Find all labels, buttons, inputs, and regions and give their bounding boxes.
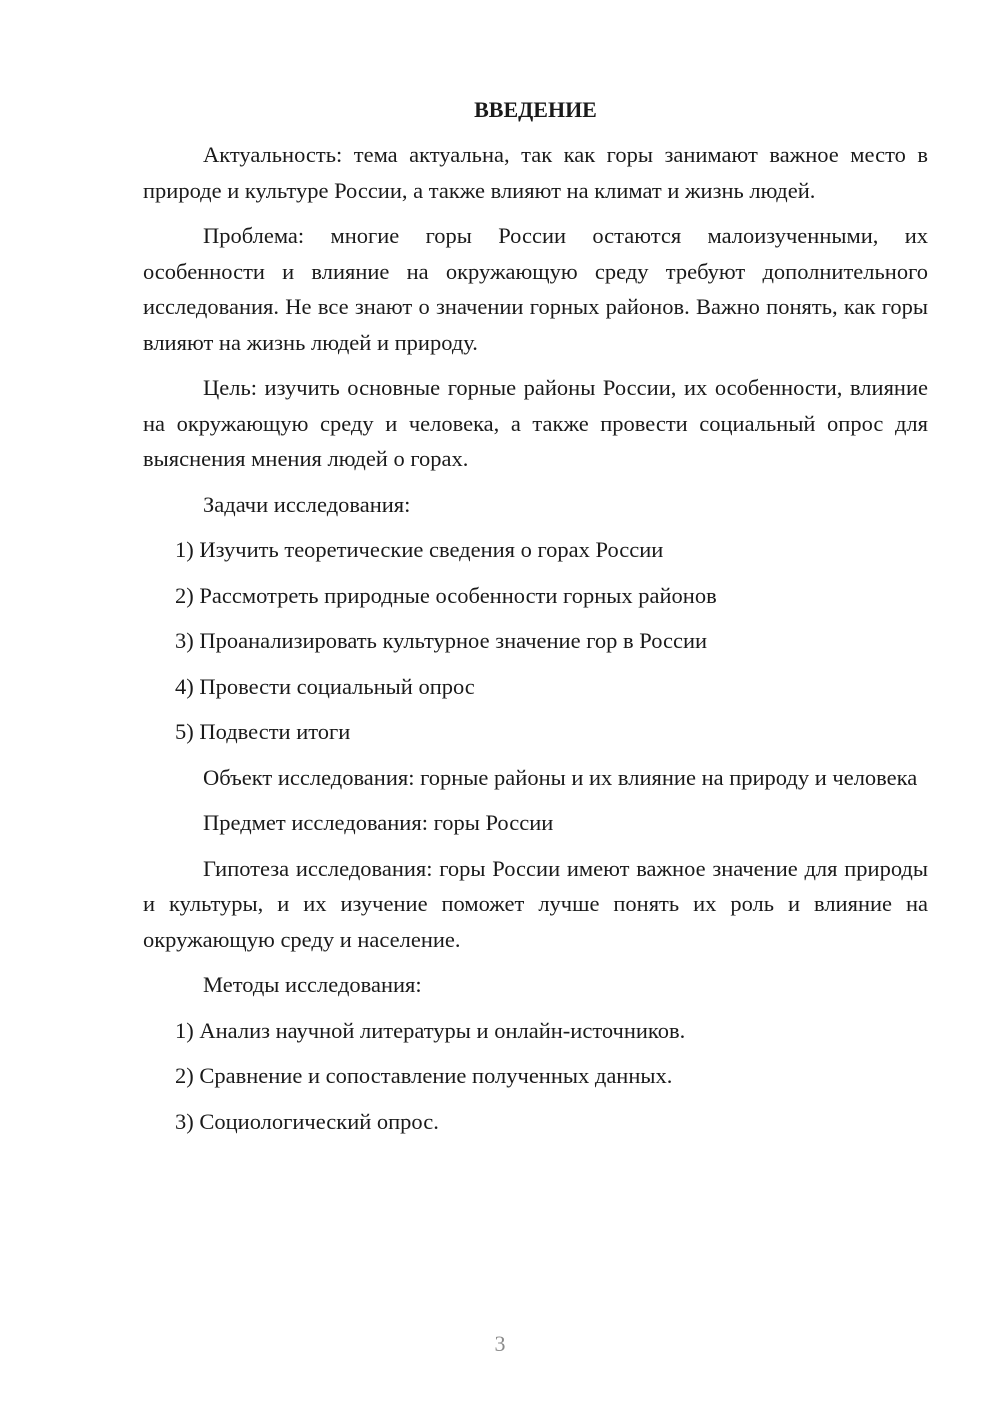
list-item: 1) Изучить теоретические сведения о горах России — [175, 537, 664, 562]
problem-paragraph: Проблема: многие горы России остаются малоизученными, их особенности и влияние на окружающую среду требуют дополнительного исследования. Не все знают о значении горных районов. Важно понять, как горы влияют на жизнь людей и природу. — [143, 223, 928, 355]
list-item: 4) Провести социальный опрос — [175, 673, 475, 699]
relevance-paragraph: Актуальность: тема актуальна, так как горы занимают важное место в природе и культуре России, а также влияют на климат и жизнь людей. — [143, 142, 928, 203]
page-number: 3 — [494, 1331, 506, 1356]
object-paragraph: Объект исследования: горные районы и их влияние на природу и человека — [203, 764, 918, 790]
list-item: 3) Проанализировать культурное значение гор в России — [175, 628, 708, 653]
tasks-list — [143, 532, 928, 750]
list-item: 2) Рассмотреть природные особенности горных районов — [175, 582, 717, 608]
subject-paragraph: Предмет исследования: горы России — [203, 810, 554, 835]
page-title: ВВЕДЕНИЕ — [474, 97, 597, 122]
list-item: 1) Анализ научной литературы и онлайн-источников. — [175, 1017, 686, 1043]
tasks-heading: Задачи исследования: — [203, 491, 411, 517]
page-content — [143, 92, 928, 1149]
goal-paragraph: Цель: изучить основные горные районы России, их особенности, влияние на окружающую среду и человека, а также провести социальный опрос для выяснения мнения людей о горах. — [143, 375, 928, 471]
list-item: 2) Сравнение и сопоставление полученных данных. — [175, 1063, 673, 1088]
methods-heading: Методы исследования: — [203, 972, 422, 997]
list-item: 5) Подвести итоги — [175, 719, 351, 744]
methods-list — [143, 1013, 928, 1140]
hypothesis-paragraph: Гипотеза исследования: горы России имеют важное значение для природы и культуры, и их изучение поможет лучше понять их роль и влияние на окружающую среду и население. — [143, 855, 928, 952]
list-item: 3) Социологический опрос. — [175, 1108, 439, 1134]
